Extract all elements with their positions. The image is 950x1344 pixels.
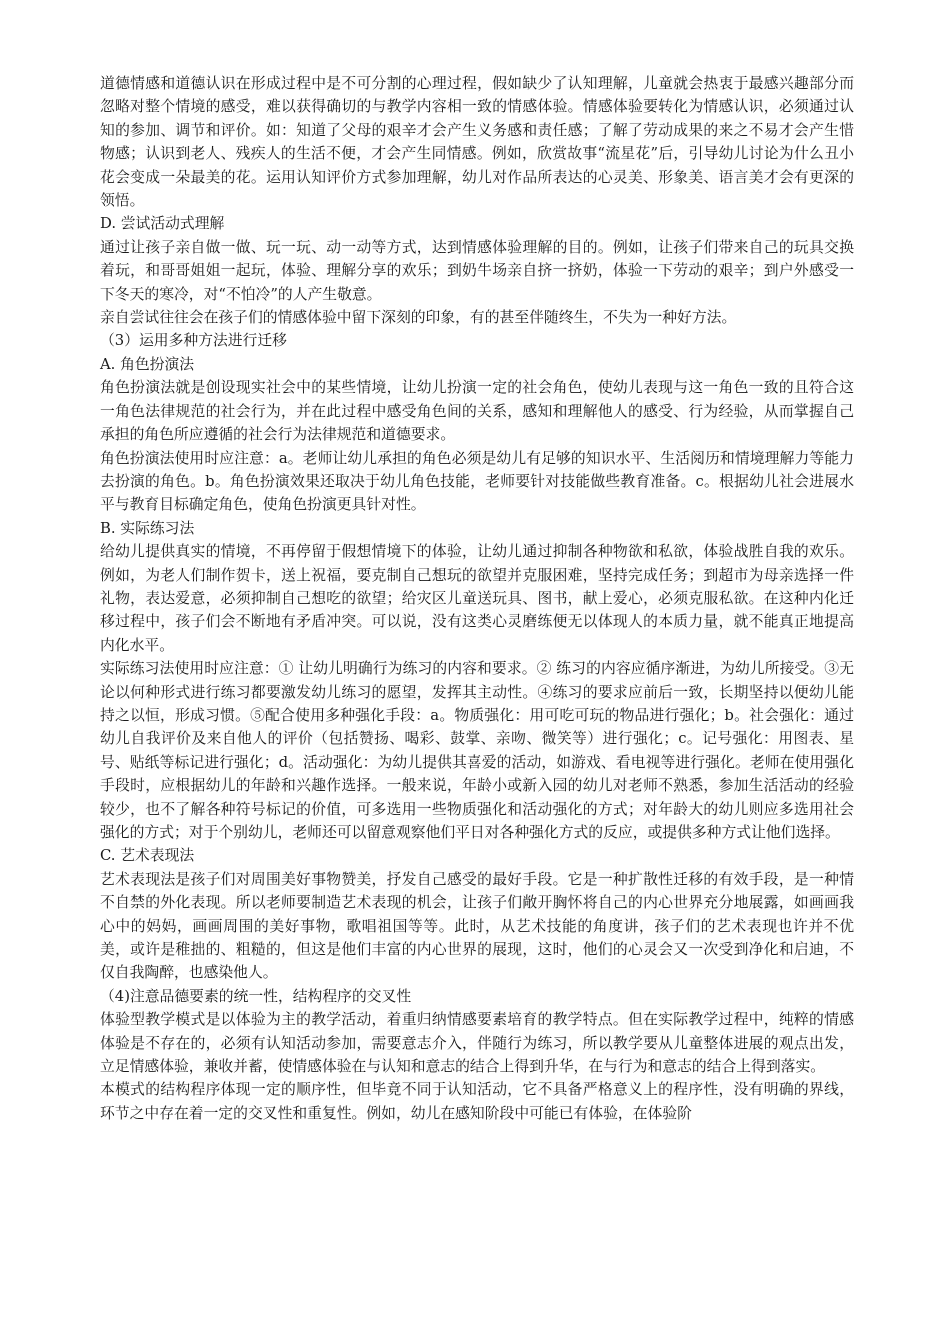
paragraph-trial-activity: 通过让孩子亲自做一做、玩一玩、动一动等方式，达到情感体验理解的目的。例如，让孩子们带来自己的玩具交换着玩，和哥哥姐姐一起玩，体验、理解分享的欢乐；到奶牛场亲自挤一挤奶，体验一下劳动的艰辛；到户外感受一下冬天的寒冷，对“不怕冷”的人产生敬意。: [100, 238, 854, 303]
heading-d-trial-activity: D. 尝试活动式理解: [100, 215, 225, 233]
paragraph-role-play-notes: 角色扮演法使用时应注意：a。老师让幼儿承担的角色必须是幼儿有足够的知识水平、生活阅历和情境理解力等能力去扮演的角色。b。角色扮演效果还取决于幼儿角色技能，老师要针对技能做些教育准备。c。根据幼儿社会进展水平与教育目标确定角色，使角色扮演更具针对性。: [100, 449, 854, 514]
heading-a-role-play: A. 角色扮演法: [100, 355, 195, 373]
paragraph-structure-sequence: 本模式的结构程序体现一定的顺序性，但毕竟不同于认知活动，它不具备严格意义上的程序性，没有明确的界线，环节之中存在着一定的交叉性和重复性。例如，幼儿在感知阶段中可能已有体验，在体验阶: [100, 1081, 854, 1122]
paragraph-art-expression: 艺术表现法是孩子们对周围美好事物赞美，抒发自己感受的最好手段。它是一种扩散性迁移的有效手段，是一种情不自禁的外化表现。所以老师要制造艺术表现的机会，让孩子们敞开胸怀将自己的内心世界充分地展露，如画画我心中的妈妈，画画周围的美好事物，歌唱祖国等等。此时，从艺术技能的角度讲，孩子们的艺术表现也许并不优美，或许是稚拙的、粗糙的，但这是他们丰富的内心世界的展现，这时，他们的心灵会又一次受到净化和启迪，不仅自我陶醉，也感染他人。: [100, 870, 854, 982]
paragraph-practice-notes: 实际练习法使用时应注意：① 让幼儿明确行为练习的内容和要求。② 练习的内容应循序渐进，为幼儿所接受。③无论以何种形式进行练习都要激发幼儿练习的愿望，发挥其主动性。④练习的要求应前后一致，长期坚持以便幼儿能持之以恒，形成习惯。⑤配合使用多种强化手段：a。物质强化：用可吃可玩的物品进行强化；b。社会强化：通过幼儿自我评价及来自他人的评价（包括赞扬、喝彩、鼓掌、亲吻、微笑等）进行强化；c。记号强化：用图表、星号、贴纸等标记进行强化；d。活动强化：为幼儿提供其喜爱的活动，如游戏、看电视等进行强化。老师在使用强化手段时，应根据幼儿的年龄和兴趣作选择。一般来说，年龄小或新入园的幼儿对老师不熟悉，参加生活活动的经验较少，也不了解各种符号标记的价值，可多选用一些物质强化和活动强化的方式；对年龄大的幼儿则应多选用社会强化的方式；对于个别幼儿，老师还可以留意观察他们平日对各种强化方式的反应，或提供多种方式让他们选择。: [100, 660, 854, 841]
heading-3-transfer-methods: （3）运用多种方法进行迁移: [100, 332, 287, 350]
heading-c-art-expression: C. 艺术表现法: [100, 847, 195, 865]
paragraph-experiential-model: 体验型教学模式是以体验为主的教学活动，着重归纳情感要素培育的教学特点。但在实际教学过程中，纯粹的情感体验是不存在的，必须有认知活动参加，需要意志介入，伴随行为练习，所以教学要从儿童整体进展的观点出发，立足情感体验，兼收并蓄，使情感体验在与认知和意志的结合上得到升华，在与行为和意志的结合上得到落实。: [100, 1011, 854, 1076]
paragraph-moral-emotion-cognition: 道德情感和道德认识在形成过程中是不可分割的心理过程，假如缺少了认知理解，儿童就会热衷于最感兴趣部分而忽略对整个情境的感受，难以获得确切的与教学内容相一致的情感体验。情感体验要转化为情感认识，必须通过认知的参加、调节和评价。如：知道了父母的艰辛才会产生义务感和责任感；了解了劳动成果的来之不易才会产生惜物感；认识到老人、残疾人的生活不便，才会产生同情感。例如，欣赏故事“流星花”后，引导幼儿讨论为什么丑小花会变成一朵最美的花。运用认知评价方式参加理解，幼儿对作品所表达的心灵美、形象美、语言美才会有更深的领悟。: [100, 75, 854, 210]
heading-b-practice: B. 实际练习法: [100, 519, 195, 537]
heading-4-unity-crossing: （4)注意品德要素的统一性，结构程序的交叉性: [100, 987, 412, 1005]
paragraph-practice-description: 给幼儿提供真实的情境，不再停留于假想情境下的体验，让幼儿通过抑制各种物欲和私欲，体验战胜自我的欢乐。例如，为老人们制作贺卡，送上祝福，要克制自己想玩的欲望并克服困难，坚持完成任务；到超市为母亲选择一件礼物，表达爱意，必须抑制自己想吃的欲望；给灾区儿童送玩具、图书，献上爱心，必须克服私欲。在这种内化迁移过程中，孩子们会不断地有矛盾冲突。可以说，没有这类心灵磨练便无以体现人的本质力量，就不能真正地提高内化水平。: [100, 543, 854, 654]
paragraph-trial-impression: 亲自尝试往往会在孩子们的情感体验中留下深刻的印象，有的甚至伴随终生，不失为一种好方法。: [100, 309, 737, 327]
paragraph-role-play-definition: 角色扮演法就是创设现实社会中的某些情境，让幼儿扮演一定的社会角色，使幼儿表现与这一角色一致的且符合这一角色法律规范的社会行为，并在此过程中感受角色间的关系，感知和理解他人的感受、行为经验，从而掌握自己承担的角色所应遵循的社会行为法律规范和道德要求。: [100, 379, 854, 444]
